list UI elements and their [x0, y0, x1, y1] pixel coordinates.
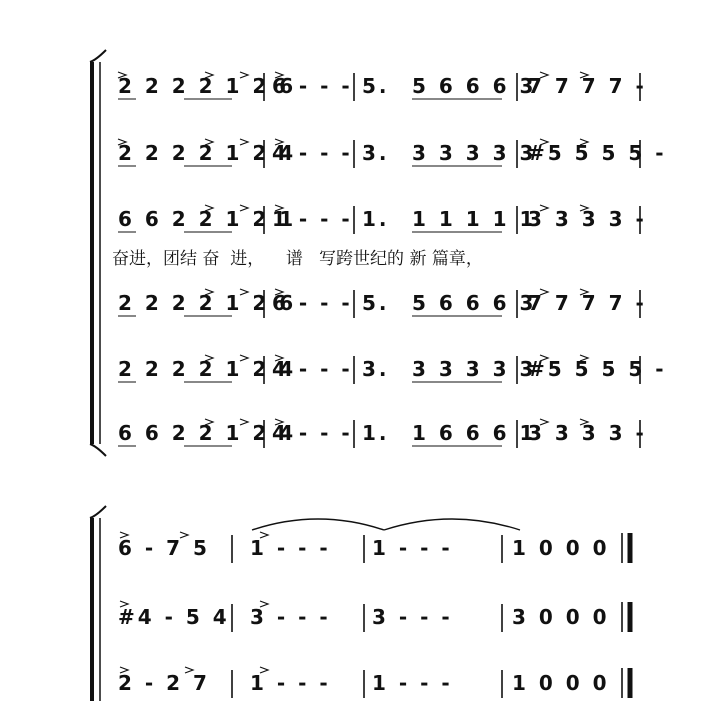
system-1-row1-measure1: 2 2 2 2 1 2 6	[118, 74, 297, 98]
system-2-row1-measure4: 5 6 6 6 3	[412, 291, 537, 315]
system-brace-bottom-top	[90, 506, 106, 518]
lyrics-line: 奋进，团结 奋 进， 谱 写跨世纪的 新 篇章，	[112, 249, 483, 269]
system-1-row3-measure3: 1.	[362, 207, 390, 231]
system-3-row1-measure2: 1 - - -	[250, 536, 331, 560]
system-1-row2-measure1: 2 2 2 2 1 2 4	[118, 141, 297, 165]
system-2-row3-measure1: 6 6 2 2 1 2 4	[118, 421, 297, 445]
system-2-row1-measure1: 2 2 2 2 1 2 6	[118, 291, 297, 315]
system-3-row3-measure1: 2 - 2 7	[118, 671, 210, 695]
system-1-row1-measure2: 6 - - -	[272, 74, 353, 98]
system-3-row1-measure3: 1 - - -	[372, 536, 453, 560]
system-1-row3-measure4: 1 1 1 1 1	[412, 207, 537, 231]
system-2-row3-measure5: 3 3 3 3 -	[528, 421, 647, 445]
system-2-row1-measure5: 7 7 7 7 -	[528, 291, 647, 315]
system-2-row2-measure5: #5 5 5 5 -	[528, 357, 667, 381]
system-1-row3-measure1: 6 6 2 2 1 2 1	[118, 207, 297, 231]
system-3-row1-measure1: 6 - 7 5	[118, 536, 210, 560]
system-2-row2-measure1: 2 2 2 2 1 2 4	[118, 357, 297, 381]
system-3-row2-measure3: 3 - - -	[372, 605, 453, 629]
system-3-row3-measure4: 1 0 0 0	[512, 671, 610, 695]
system-3-row2-measure1: #4 - 5 4	[118, 605, 230, 629]
system-3-row1-measure4: 1 0 0 0	[512, 536, 610, 560]
system-brace-top-top	[90, 50, 106, 62]
slur-1	[252, 519, 384, 530]
system-2-row3-measure4: 1 6 6 6 1	[412, 421, 537, 445]
system-2-row1-measure2: 6 - - -	[272, 291, 353, 315]
system-1-row3-measure5: 3 3 3 3 -	[528, 207, 647, 231]
system-3-row2-measure4: 3 0 0 0	[512, 605, 610, 629]
system-3-row2-measure2: 3 - - -	[250, 605, 331, 629]
system-2-row2-measure3: 3.	[362, 357, 390, 381]
system-1-row2-measure2: 4 - - -	[272, 141, 353, 165]
system-3-row3-measure2: 1 - - -	[250, 671, 331, 695]
system-1-row1-measure5: 7 7 7 7 -	[528, 74, 647, 98]
system-1-row2-measure5: #5 5 5 5 -	[528, 141, 667, 165]
system-2-row3-measure2: 4 - - -	[272, 421, 353, 445]
system-2-row1-measure3: 5.	[362, 291, 390, 315]
system-1-row1-measure3: 5.	[362, 74, 390, 98]
system-3-row3-measure3: 1 - - -	[372, 671, 453, 695]
slur-2	[384, 519, 520, 530]
system-2-row3-measure3: 1.	[362, 421, 390, 445]
system-2-row2-measure4: 3 3 3 3 3	[412, 357, 537, 381]
system-1-row2-measure4: 3 3 3 3 3	[412, 141, 537, 165]
system-2-row2-measure2: 4 - - -	[272, 357, 353, 381]
system-1-row2-measure3: 3.	[362, 141, 390, 165]
system-brace-top-bottom	[90, 444, 106, 456]
system-1-row3-measure2: 1 - - -	[272, 207, 353, 231]
system-1-row1-measure4: 5 6 6 6 3	[412, 74, 537, 98]
